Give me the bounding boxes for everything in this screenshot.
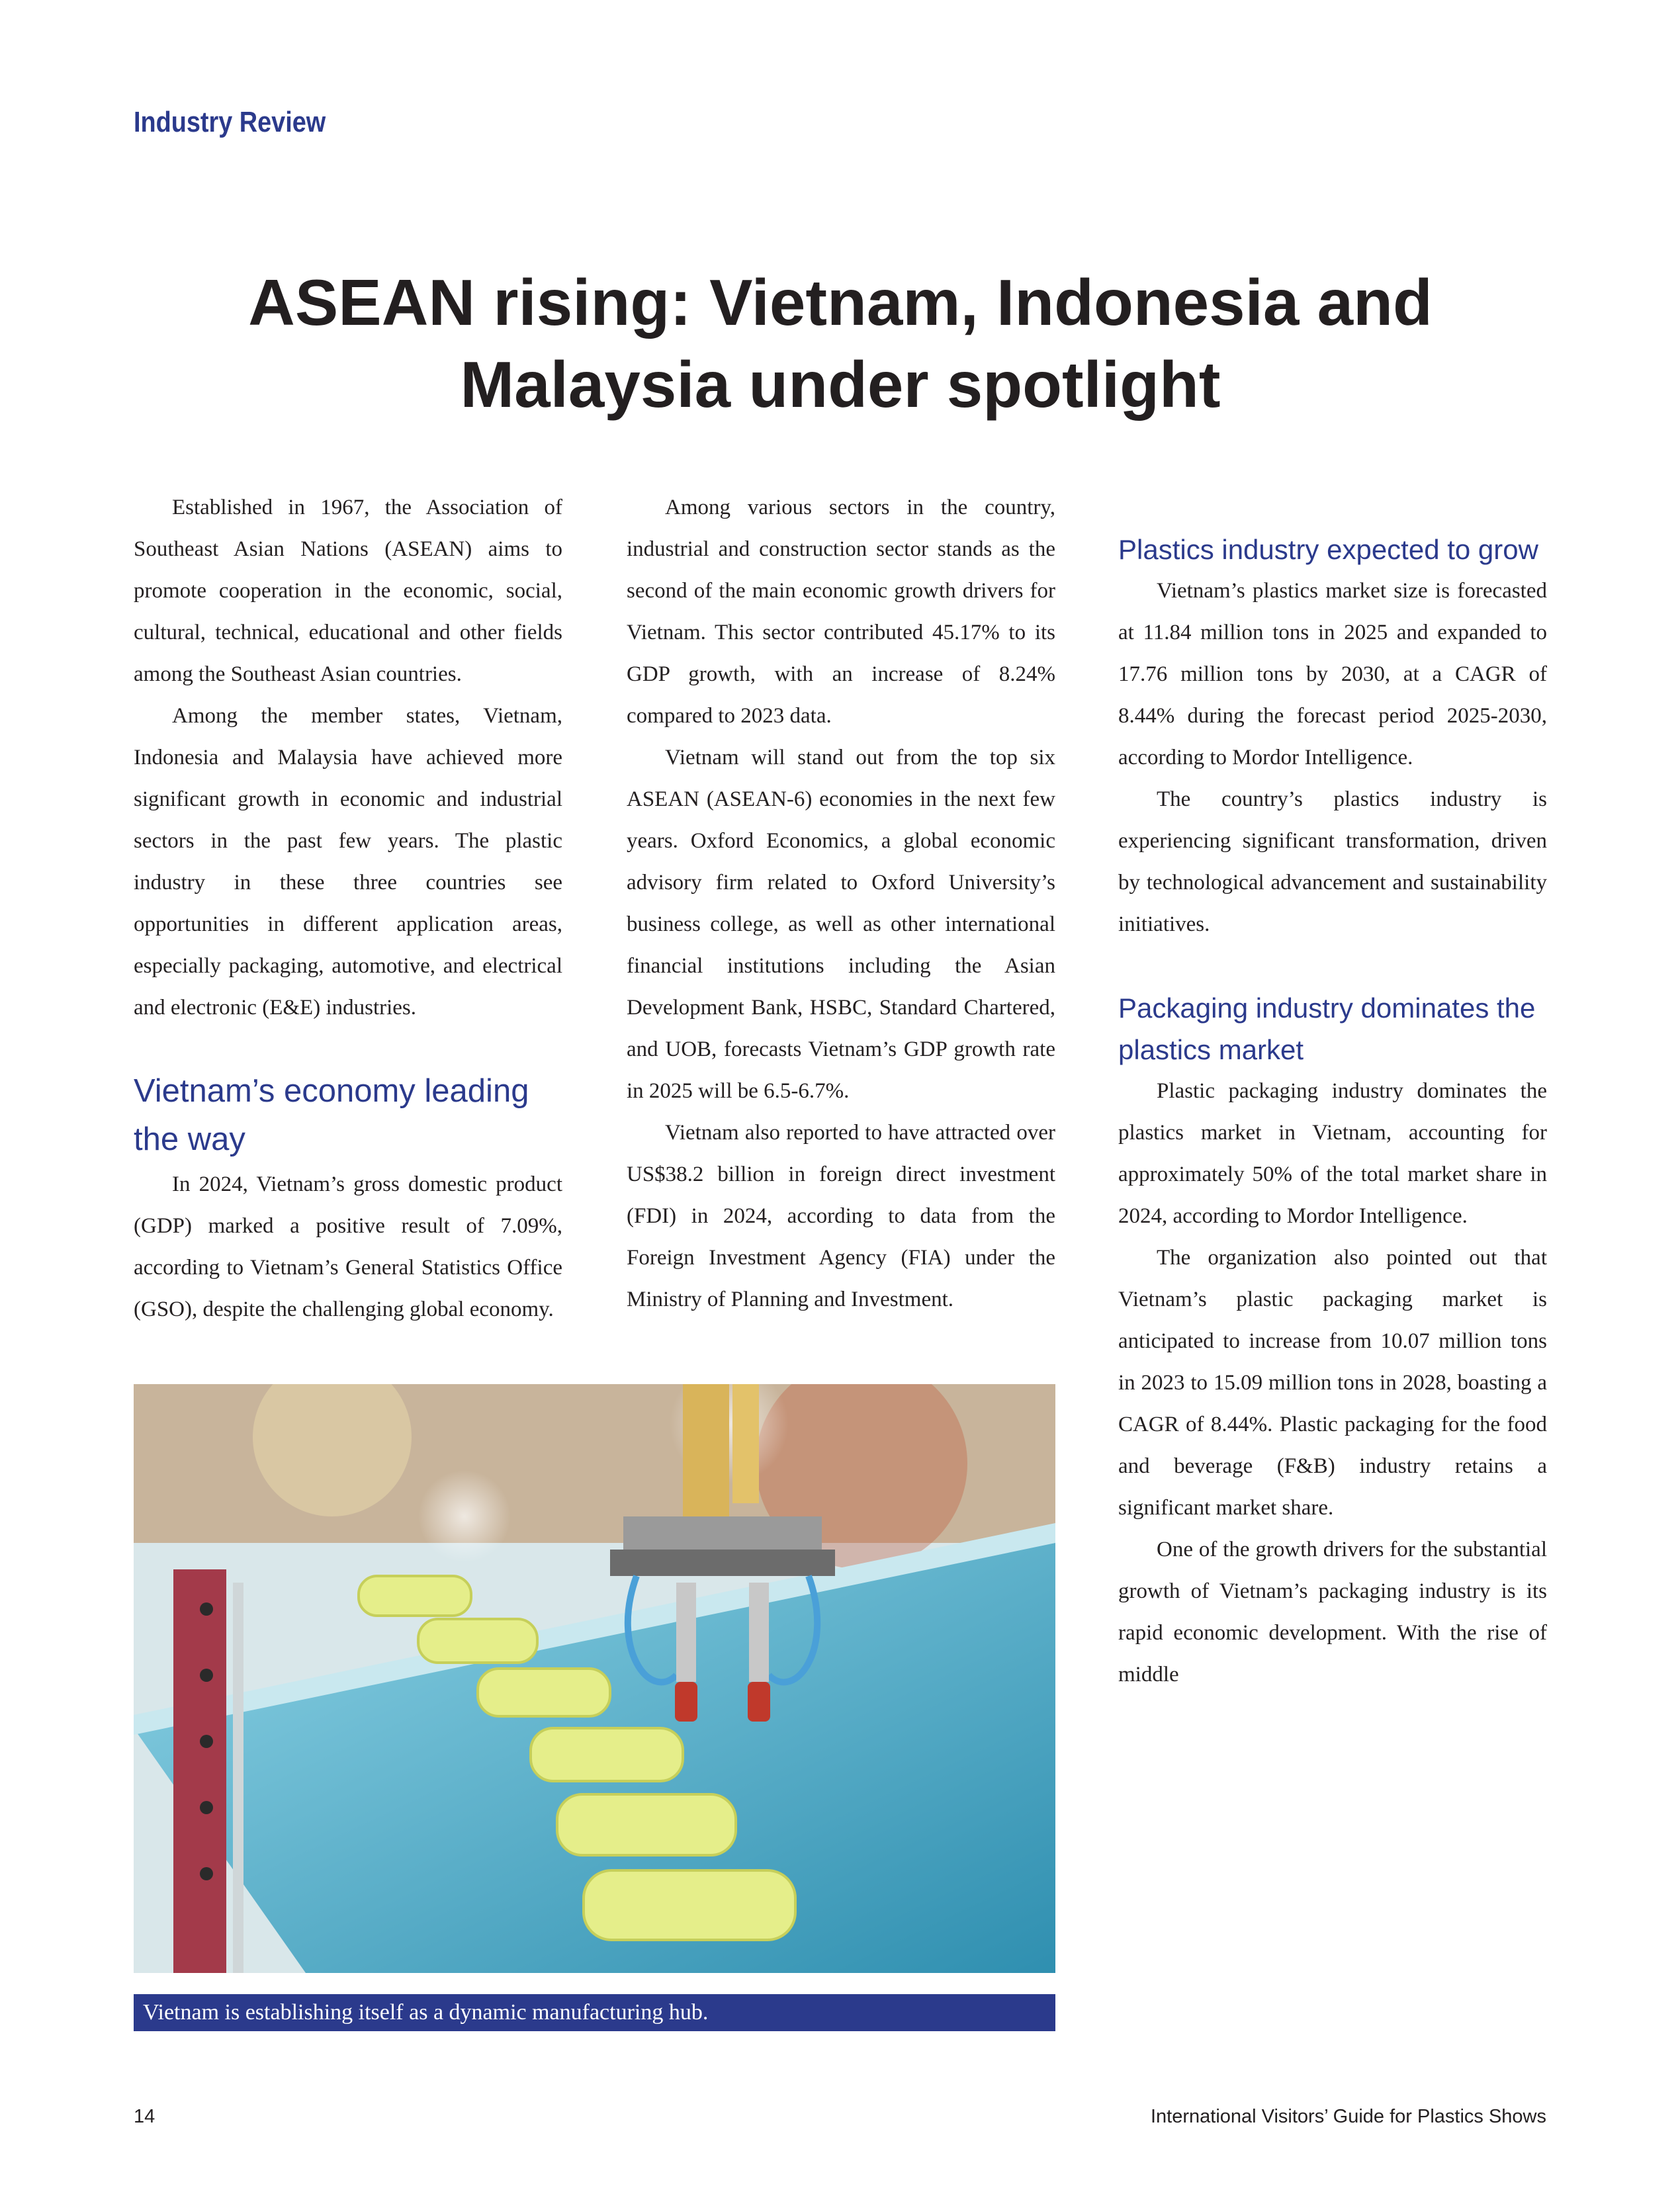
paragraph: Vietnam will stand out from the top six ASEAN (ASEAN-6) economies in the next few years. Oxford Economics, a global economic advisory firm related to Oxford University’s business college, as well as other international financial institutions including the Asian Development Bank, HSBC, Standard Chartered, and UOB, forecasts Vietnam’s GDP growth rate in 2025 will be 6.5-6.7%.: [627, 746, 1055, 1103]
paragraph: Among various sectors in the country, industrial and construction sector stands as the second of the main economic growth drivers for Vietnam. This sector contributed 45.17% to its GDP growth, with an increase of 8.24% compared to 2023 data.: [627, 496, 1055, 728]
article-title-line-2: Malaysia under spotlight: [460, 348, 1221, 421]
publication-name: International Visitors’ Guide for Plastics Shows: [1151, 2106, 1546, 2127]
paragraph: Vietnam also reported to have attracted over US$38.2 billion in foreign direct investment (FDI) in 2024, according to data from the Foreign Investment Agency (FIA) under the Ministry of Planning and Investment.: [627, 1121, 1055, 1311]
section-label: Industry Review: [134, 106, 326, 138]
page-number: 14: [134, 2106, 155, 2127]
paragraph: Among the member states, Vietnam, Indonesia and Malaysia have achieved more significant growth in economic and industrial sectors in the past few years. The plastic industry in these three countries see opportunities in different application areas, especially packaging, automotive, and electrical and electronic (E&E) industries.: [134, 704, 562, 1020]
subheading: Packaging industry dominates the plastics market: [1118, 992, 1536, 1065]
paragraph: In 2024, Vietnam’s gross domestic product (GDP) marked a positive result of 7.09%, according to Vietnam’s General Statistics Office (GSO), despite the challenging global economy.: [134, 1172, 562, 1321]
paragraph: The organization also pointed out that Vietnam’s plastic packaging market is anticipated to increase from 10.07 million tons in 2023 to 15.09 million tons in 2028, boasting a CAGR of 8.44%. Plastic packaging for the food and beverage (F&B) industry retains a significant market share.: [1118, 1246, 1547, 1520]
paragraph: One of the growth drivers for the substantial growth of Vietnam’s packaging industry is its rapid economic development. With the rise of middle: [1118, 1538, 1547, 1686]
subheading: Vietnam’s economy leading the way: [134, 1073, 529, 1157]
text-column-3: [1118, 487, 1547, 1696]
subheading: Plastics industry expected to grow: [1118, 534, 1538, 565]
paragraph: Vietnam’s plastics market size is forecasted at 11.84 million tons in 2025 and expanded to 17.76 million tons by 2030, at a CAGR of 8.44% during the forecast period 2025-2030, according to Mordor Intelligence.: [1118, 579, 1547, 769]
text-column-1: [134, 487, 562, 1331]
text-column-2: [627, 487, 1055, 1321]
paragraph: Plastic packaging industry dominates the plastics market in Vietnam, accounting for approximately 50% of the total market share in 2024, according to Mordor Intelligence.: [1118, 1079, 1547, 1228]
paragraph: The country’s plastics industry is experiencing significant transformation, driven by technological advancement and sustainability initiatives.: [1118, 787, 1547, 936]
paragraph: Established in 1967, the Association of Southeast Asian Nations (ASEAN) aims to promote cooperation in the economic, social, cultural, technical, educational and other fields among the Southeast Asian countries.: [134, 496, 562, 686]
photo-caption: Vietnam is establishing itself as a dynamic manufacturing hub.: [134, 1994, 1055, 2031]
article-title-line-1: ASEAN rising: Vietnam, Indonesia and: [248, 266, 1433, 339]
conveyor-robot-photo: [134, 1384, 1055, 1973]
photo-illustration: [134, 1384, 1055, 1973]
article-title: [132, 261, 1548, 425]
